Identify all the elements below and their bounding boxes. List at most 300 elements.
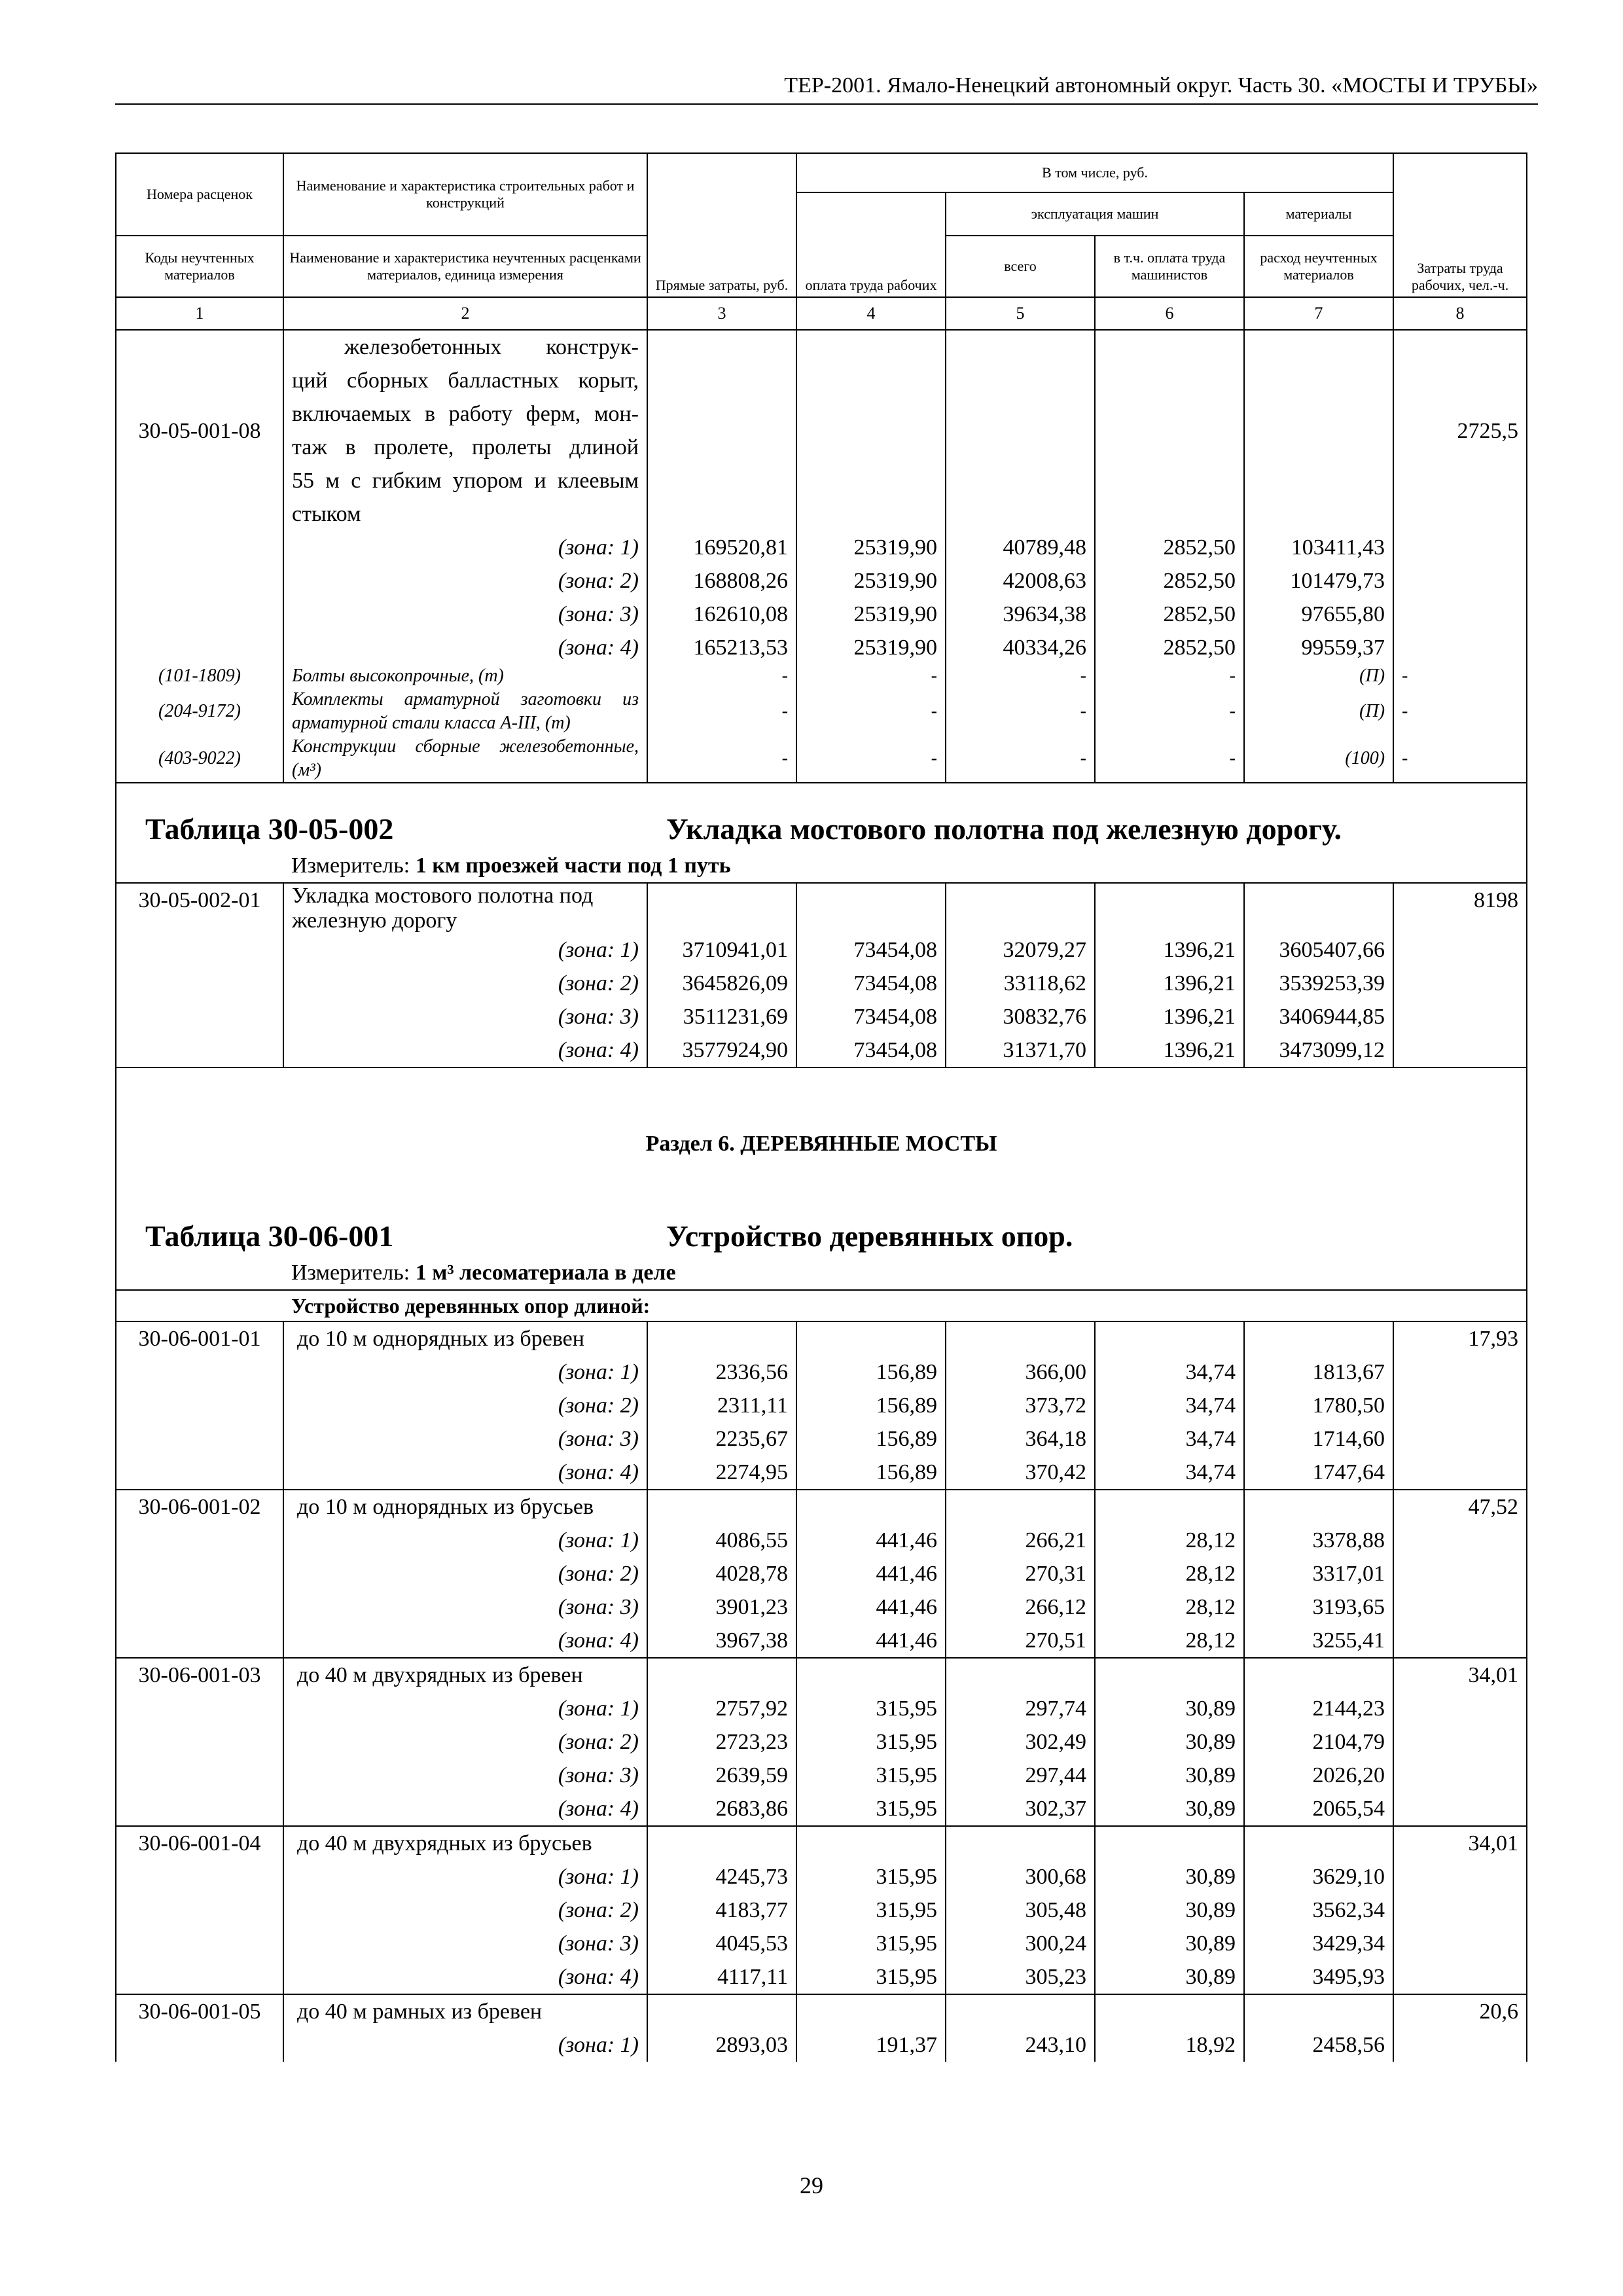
materials-cost: 3429,34 <box>1244 1927 1393 1960</box>
labor-cost: 20,6 <box>1393 1994 1527 2028</box>
meter-label: Измеритель: <box>291 1261 410 1285</box>
resource-name: Конструкции сборные железобетонные, (м³) <box>283 735 647 783</box>
labor-cost-cell <box>1393 1355 1527 1389</box>
labor-cost-cell <box>1393 1927 1527 1960</box>
labor-cost-cell <box>1393 967 1527 1000</box>
zone-label: (зона: 1) <box>283 1860 647 1893</box>
subheading-row <box>116 1290 1527 1321</box>
rate-description <box>283 1994 647 2028</box>
header-codes-top: Номера расценок <box>116 153 283 236</box>
machinists-pay: 1396,21 <box>1095 1033 1244 1067</box>
zone-row <box>116 1524 1527 1557</box>
code-cell <box>116 1893 283 1927</box>
materials-cost: 97655,80 <box>1244 598 1393 631</box>
rate-description-line: до 40 м двухрядных из брусьев <box>297 1831 592 1856</box>
labor-cost: 17,93 <box>1393 1321 1527 1355</box>
machinists-pay: 28,12 <box>1095 1590 1244 1624</box>
labor-cost-cell <box>1393 531 1527 564</box>
section-title: Раздел 6. ДЕРЕВЯННЫЕ МОСТЫ <box>116 1067 1527 1219</box>
machinists-pay: 30,89 <box>1095 1927 1244 1960</box>
direct-cost: 4117,11 <box>647 1960 796 1994</box>
rate-item-row <box>116 1321 1527 1355</box>
header-direct: Прямые затраты, руб. <box>647 153 796 297</box>
empty-cell <box>1095 1994 1244 2028</box>
labor-cost-cell <box>1393 1624 1527 1658</box>
code-cell <box>116 1860 283 1893</box>
rate-code: 30-05-002-01 <box>116 883 283 933</box>
materials-cost: 1780,50 <box>1244 1389 1393 1422</box>
empty-cell <box>1244 330 1393 531</box>
direct-cost: 2683,86 <box>647 1792 796 1826</box>
empty-cell <box>796 1826 946 1860</box>
empty-cell <box>1095 1321 1244 1355</box>
column-number: 3 <box>647 297 796 330</box>
code-cell <box>116 564 283 598</box>
labor-pay: 315,95 <box>796 1960 946 1994</box>
resource-row <box>116 664 1527 688</box>
zone-label: (зона: 1) <box>283 1692 647 1725</box>
labor-cost-cell <box>1393 1692 1527 1725</box>
resource-code: (403-9022) <box>116 735 283 783</box>
empty-cell <box>946 1490 1095 1524</box>
code-cell <box>116 531 283 564</box>
machinists-pay: 30,89 <box>1095 1893 1244 1927</box>
code-cell <box>116 1456 283 1490</box>
machines-total: 302,49 <box>946 1725 1095 1759</box>
rate-description <box>283 330 647 531</box>
header-machines-total: всего <box>946 236 1095 297</box>
zone-row <box>116 1759 1527 1792</box>
zone-row <box>116 564 1527 598</box>
zone-label: (зона: 2) <box>283 1893 647 1927</box>
resource-dash: - <box>647 688 796 735</box>
labor-pay: 441,46 <box>796 1624 946 1658</box>
code-cell <box>116 1557 283 1590</box>
table-title: Укладка мостового полотна под железную дорогу. <box>666 812 1342 846</box>
empty-cell <box>647 1994 796 2028</box>
direct-cost: 3901,23 <box>647 1590 796 1624</box>
resource-dash: - <box>1393 664 1527 688</box>
machines-total: 39634,38 <box>946 598 1095 631</box>
machines-total: 297,74 <box>946 1692 1095 1725</box>
resource-dash: - <box>796 664 946 688</box>
rate-description-line: до 40 м рамных из бревен <box>297 2000 543 2024</box>
zone-row <box>116 1960 1527 1994</box>
zone-label: (зона: 1) <box>283 2028 647 2062</box>
direct-cost: 3710941,01 <box>647 933 796 967</box>
direct-cost: 2893,03 <box>647 2028 796 2062</box>
column-numbers-row <box>116 297 1527 330</box>
direct-cost: 4045,53 <box>647 1927 796 1960</box>
zone-label: (зона: 3) <box>283 1759 647 1792</box>
labor-cost-cell <box>1393 2028 1527 2062</box>
machinists-pay: 1396,21 <box>1095 967 1244 1000</box>
resource-row <box>116 735 1527 783</box>
header-materials: расход неучтенных материалов <box>1244 236 1393 297</box>
labor-cost-cell <box>1393 1759 1527 1792</box>
column-number: 1 <box>116 297 283 330</box>
labor-pay: 156,89 <box>796 1355 946 1389</box>
labor-pay: 25319,90 <box>796 564 946 598</box>
machines-total: 300,68 <box>946 1860 1095 1893</box>
zone-label: (зона: 2) <box>283 1389 647 1422</box>
labor-cost: 2725,5 <box>1393 330 1527 531</box>
empty-cell <box>1095 1658 1244 1692</box>
empty-cell <box>1244 883 1393 933</box>
rate-description <box>283 1490 647 1524</box>
table2-caption-cell <box>116 783 1527 849</box>
labor-cost-cell <box>1393 933 1527 967</box>
rate-description-line: включаемых в работу ферм, мон- <box>292 402 639 426</box>
labor-cost: 47,52 <box>1393 1490 1527 1524</box>
materials-cost: 1813,67 <box>1244 1355 1393 1389</box>
materials-cost: 3378,88 <box>1244 1524 1393 1557</box>
table-title: Устройство деревянных опор. <box>666 1219 1073 1253</box>
machines-total: 270,31 <box>946 1557 1095 1590</box>
column-number: 8 <box>1393 297 1527 330</box>
rate-description <box>283 1658 647 1692</box>
resource-dash: - <box>647 735 796 783</box>
empty-cell <box>796 330 946 531</box>
materials-cost: 3473099,12 <box>1244 1033 1393 1067</box>
labor-cost-cell <box>1393 1422 1527 1456</box>
zone-label: (зона: 3) <box>283 1590 647 1624</box>
zone-label: (зона: 1) <box>283 933 647 967</box>
code-cell <box>116 1759 283 1792</box>
materials-cost: 103411,43 <box>1244 531 1393 564</box>
resource-code: (204-9172) <box>116 688 283 735</box>
meter-label: Измеритель: <box>291 853 410 878</box>
materials-cost: 2144,23 <box>1244 1692 1393 1725</box>
zone-row <box>116 1692 1527 1725</box>
zone-row <box>116 1389 1527 1422</box>
materials-cost: 3406944,85 <box>1244 1000 1393 1033</box>
labor-pay: 191,37 <box>796 2028 946 2062</box>
machinists-pay: 34,74 <box>1095 1456 1244 1490</box>
code-cell <box>116 598 283 631</box>
zone-row <box>116 1792 1527 1826</box>
zone-row <box>116 1033 1527 1067</box>
header-machinists-pay: в т.ч. оплата труда машинистов <box>1095 236 1244 297</box>
machinists-pay: 30,89 <box>1095 1860 1244 1893</box>
machines-total: 373,72 <box>946 1389 1095 1422</box>
table-caption: Таблица 30-06-001 <box>145 1219 394 1253</box>
table3-caption-row <box>116 1219 1527 1256</box>
zone-label: (зона: 3) <box>283 1422 647 1456</box>
meter-line <box>283 1256 1527 1290</box>
table2-meter-row <box>116 849 1527 883</box>
labor-cost-cell <box>1393 1456 1527 1490</box>
resource-name: Комплекты арматурной заготовки из арматурной стали класса А-III, (т) <box>283 688 647 735</box>
resource-dash: - <box>1095 688 1244 735</box>
resource-dash: - <box>946 664 1095 688</box>
zone-row <box>116 967 1527 1000</box>
rate-code: 30-06-001-01 <box>116 1321 283 1355</box>
labor-pay: 73454,08 <box>796 1033 946 1067</box>
machinists-pay: 2852,50 <box>1095 564 1244 598</box>
labor-pay: 315,95 <box>796 1927 946 1960</box>
empty-cell <box>946 1321 1095 1355</box>
materials-cost: 3495,93 <box>1244 1960 1393 1994</box>
header-labor-cost: Затраты труда рабочих, чел.-ч. <box>1393 153 1527 297</box>
empty-cell <box>796 883 946 933</box>
rate-description-line: 55 м с гибким упором и клеевым <box>292 469 639 493</box>
machinists-pay: 2852,50 <box>1095 531 1244 564</box>
zone-row <box>116 1590 1527 1624</box>
direct-cost: 165213,53 <box>647 631 796 664</box>
empty-cell <box>946 1658 1095 1692</box>
machinists-pay: 30,89 <box>1095 1692 1244 1725</box>
zone-label: (зона: 1) <box>283 1524 647 1557</box>
section-row <box>116 1067 1527 1219</box>
empty-cell <box>1244 1826 1393 1860</box>
header-name-bottom: Наименование и характеристика неучтенных расценками материалов, единица измерения <box>283 236 647 297</box>
zone-label: (зона: 3) <box>283 598 647 631</box>
labor-pay: 315,95 <box>796 1692 946 1725</box>
materials-cost: 3317,01 <box>1244 1557 1393 1590</box>
machines-total: 364,18 <box>946 1422 1095 1456</box>
zone-row <box>116 531 1527 564</box>
empty-cell <box>647 1321 796 1355</box>
direct-cost: 2336,56 <box>647 1355 796 1389</box>
resource-dash: - <box>1095 664 1244 688</box>
code-cell <box>116 1692 283 1725</box>
labor-pay: 156,89 <box>796 1422 946 1456</box>
machinists-pay: 2852,50 <box>1095 631 1244 664</box>
labor-cost-cell <box>1393 1389 1527 1422</box>
labor-pay: 73454,08 <box>796 933 946 967</box>
empty-cell <box>946 1994 1095 2028</box>
direct-cost: 2723,23 <box>647 1725 796 1759</box>
rate-description <box>283 1321 647 1355</box>
direct-cost: 3511231,69 <box>647 1000 796 1033</box>
machines-total: 297,44 <box>946 1759 1095 1792</box>
resource-dash: - <box>1393 688 1527 735</box>
machinists-pay: 18,92 <box>1095 2028 1244 2062</box>
table3-meter-row <box>116 1256 1527 1290</box>
zone-label: (зона: 2) <box>283 1557 647 1590</box>
materials-cost: 2065,54 <box>1244 1792 1393 1826</box>
labor-pay: 315,95 <box>796 1725 946 1759</box>
machinists-pay: 28,12 <box>1095 1524 1244 1557</box>
table3-caption-cell <box>116 1219 1527 1256</box>
zone-label: (зона: 4) <box>283 1033 647 1067</box>
labor-cost: 34,01 <box>1393 1658 1527 1692</box>
machines-total: 270,51 <box>946 1624 1095 1658</box>
machinists-pay: 34,74 <box>1095 1389 1244 1422</box>
code-cell <box>116 933 283 967</box>
labor-cost-cell <box>1393 631 1527 664</box>
page-number: 29 <box>800 2172 823 2198</box>
code-cell <box>116 1792 283 1826</box>
materials-cost: 1714,60 <box>1244 1422 1393 1456</box>
resource-dash: - <box>946 735 1095 783</box>
empty-cell <box>1095 330 1244 531</box>
empty-cell <box>116 849 283 883</box>
materials-cost: 2026,20 <box>1244 1759 1393 1792</box>
code-cell <box>116 1389 283 1422</box>
empty-cell <box>1095 1826 1244 1860</box>
labor-pay: 73454,08 <box>796 1000 946 1033</box>
machines-total: 366,00 <box>946 1355 1095 1389</box>
materials-cost: 3255,41 <box>1244 1624 1393 1658</box>
machines-total: 266,12 <box>946 1590 1095 1624</box>
labor-pay: 441,46 <box>796 1557 946 1590</box>
labor-pay: 315,95 <box>796 1792 946 1826</box>
direct-cost: 168808,26 <box>647 564 796 598</box>
empty-cell <box>796 1658 946 1692</box>
zone-row <box>116 1624 1527 1658</box>
zone-row <box>116 1725 1527 1759</box>
machines-total: 30832,76 <box>946 1000 1095 1033</box>
resource-row <box>116 688 1527 735</box>
rate-description-line: ций сборных балластных корыт, <box>292 368 639 393</box>
empty-cell <box>647 1826 796 1860</box>
zone-label: (зона: 2) <box>283 564 647 598</box>
machines-total: 31371,70 <box>946 1033 1095 1067</box>
rate-item-row <box>116 330 1527 531</box>
labor-pay: 441,46 <box>796 1590 946 1624</box>
machinists-pay: 28,12 <box>1095 1624 1244 1658</box>
machines-total: 370,42 <box>946 1456 1095 1490</box>
page-header <box>115 71 1538 105</box>
rates-table-body <box>116 153 1527 2062</box>
header-machines-group: эксплуатация машин <box>946 192 1244 236</box>
meter-value: 1 м³ лесоматериала в деле <box>415 1261 676 1285</box>
labor-pay: 156,89 <box>796 1456 946 1490</box>
table-caption: Таблица 30-05-002 <box>145 812 394 846</box>
rate-description <box>283 883 647 933</box>
meter-line <box>283 849 1527 883</box>
header-codes-bottom: Коды неучтенных материалов <box>116 236 283 297</box>
empty-cell <box>946 330 1095 531</box>
materials-cost: 1747,64 <box>1244 1456 1393 1490</box>
direct-cost: 169520,81 <box>647 531 796 564</box>
resource-name: Болты высокопрочные, (т) <box>283 664 647 688</box>
direct-cost: 3577924,90 <box>647 1033 796 1067</box>
labor-cost-cell <box>1393 1590 1527 1624</box>
direct-cost: 2757,92 <box>647 1692 796 1725</box>
rate-code: 30-06-001-02 <box>116 1490 283 1524</box>
materials-cost: 2458,56 <box>1244 2028 1393 2062</box>
labor-cost-cell <box>1393 598 1527 631</box>
resource-dash: - <box>796 735 946 783</box>
zone-row <box>116 1927 1527 1960</box>
empty-cell <box>647 1490 796 1524</box>
code-cell <box>116 1624 283 1658</box>
resource-code: (101-1809) <box>116 664 283 688</box>
zone-row <box>116 598 1527 631</box>
zone-label: (зона: 4) <box>283 1456 647 1490</box>
materials-cost: 101479,73 <box>1244 564 1393 598</box>
zone-row <box>116 1557 1527 1590</box>
resource-dash: - <box>1095 735 1244 783</box>
column-number: 4 <box>796 297 946 330</box>
zone-label: (зона: 1) <box>283 1355 647 1389</box>
rate-description-line: до 40 м двухрядных из бревен <box>297 1663 583 1687</box>
machines-total: 33118,62 <box>946 967 1095 1000</box>
machinists-pay: 28,12 <box>1095 1557 1244 1590</box>
resource-materials: (П) <box>1244 664 1393 688</box>
page-header-title: ТЕР-2001. Ямало-Ненецкий автономный округ. Часть 30. «МОСТЫ И ТРУБЫ» <box>784 73 1538 98</box>
zone-label: (зона: 3) <box>283 1927 647 1960</box>
labor-cost-cell <box>1393 1524 1527 1557</box>
machinists-pay: 2852,50 <box>1095 598 1244 631</box>
rate-description-line: Укладка мостового полотна под железную дорогу <box>292 884 594 933</box>
code-cell <box>116 1422 283 1456</box>
empty-cell <box>647 1658 796 1692</box>
direct-cost: 4245,73 <box>647 1860 796 1893</box>
rate-code: 30-06-001-03 <box>116 1658 283 1692</box>
empty-cell <box>647 330 796 531</box>
rate-code: 30-05-001-08 <box>116 330 283 531</box>
zone-row <box>116 1422 1527 1456</box>
header-name-top: Наименование и характеристика строительных работ и конструкций <box>283 153 647 236</box>
code-cell <box>116 1355 283 1389</box>
rate-item-row <box>116 1994 1527 2028</box>
direct-cost: 3645826,09 <box>647 967 796 1000</box>
subheading: Устройство деревянных опор длиной: <box>283 1290 1527 1321</box>
labor-cost-cell <box>1393 1033 1527 1067</box>
machines-total: 42008,63 <box>946 564 1095 598</box>
zone-label: (зона: 1) <box>283 531 647 564</box>
zone-label: (зона: 3) <box>283 1000 647 1033</box>
zone-label: (зона: 2) <box>283 967 647 1000</box>
empty-cell <box>116 1256 283 1290</box>
machinists-pay: 30,89 <box>1095 1792 1244 1826</box>
empty-cell <box>1244 1490 1393 1524</box>
zone-label: (зона: 4) <box>283 631 647 664</box>
direct-cost: 2235,67 <box>647 1422 796 1456</box>
machines-total: 302,37 <box>946 1792 1095 1826</box>
direct-cost: 4183,77 <box>647 1893 796 1927</box>
column-number: 5 <box>946 297 1095 330</box>
code-cell <box>116 1927 283 1960</box>
rate-description-line: таж в пролете, пролеты длиной <box>292 435 639 459</box>
direct-cost: 2639,59 <box>647 1759 796 1792</box>
code-cell <box>116 1000 283 1033</box>
zone-label: (зона: 4) <box>283 1624 647 1658</box>
direct-cost: 4086,55 <box>647 1524 796 1557</box>
zone-row <box>116 1000 1527 1033</box>
empty-cell <box>1244 1658 1393 1692</box>
labor-cost-cell <box>1393 1000 1527 1033</box>
resource-materials: (100) <box>1244 735 1393 783</box>
rate-code: 30-06-001-04 <box>116 1826 283 1860</box>
empty-cell <box>796 1490 946 1524</box>
code-cell <box>116 1590 283 1624</box>
machines-total: 305,23 <box>946 1960 1095 1994</box>
labor-pay: 25319,90 <box>796 531 946 564</box>
rate-description <box>283 1826 647 1860</box>
machinists-pay: 30,89 <box>1095 1960 1244 1994</box>
machinists-pay: 1396,21 <box>1095 1000 1244 1033</box>
rate-description-line: до 10 м однорядных из бревен <box>297 1327 584 1351</box>
labor-pay: 25319,90 <box>796 631 946 664</box>
labor-cost-cell <box>1393 1557 1527 1590</box>
empty-cell <box>1244 1321 1393 1355</box>
labor-pay: 441,46 <box>796 1524 946 1557</box>
labor-pay: 73454,08 <box>796 967 946 1000</box>
zone-row <box>116 631 1527 664</box>
direct-cost: 162610,08 <box>647 598 796 631</box>
column-number: 2 <box>283 297 647 330</box>
labor-cost-cell <box>1393 1893 1527 1927</box>
empty-cell <box>1095 1490 1244 1524</box>
machinists-pay: 30,89 <box>1095 1759 1244 1792</box>
materials-cost: 3193,65 <box>1244 1590 1393 1624</box>
machinists-pay: 34,74 <box>1095 1355 1244 1389</box>
